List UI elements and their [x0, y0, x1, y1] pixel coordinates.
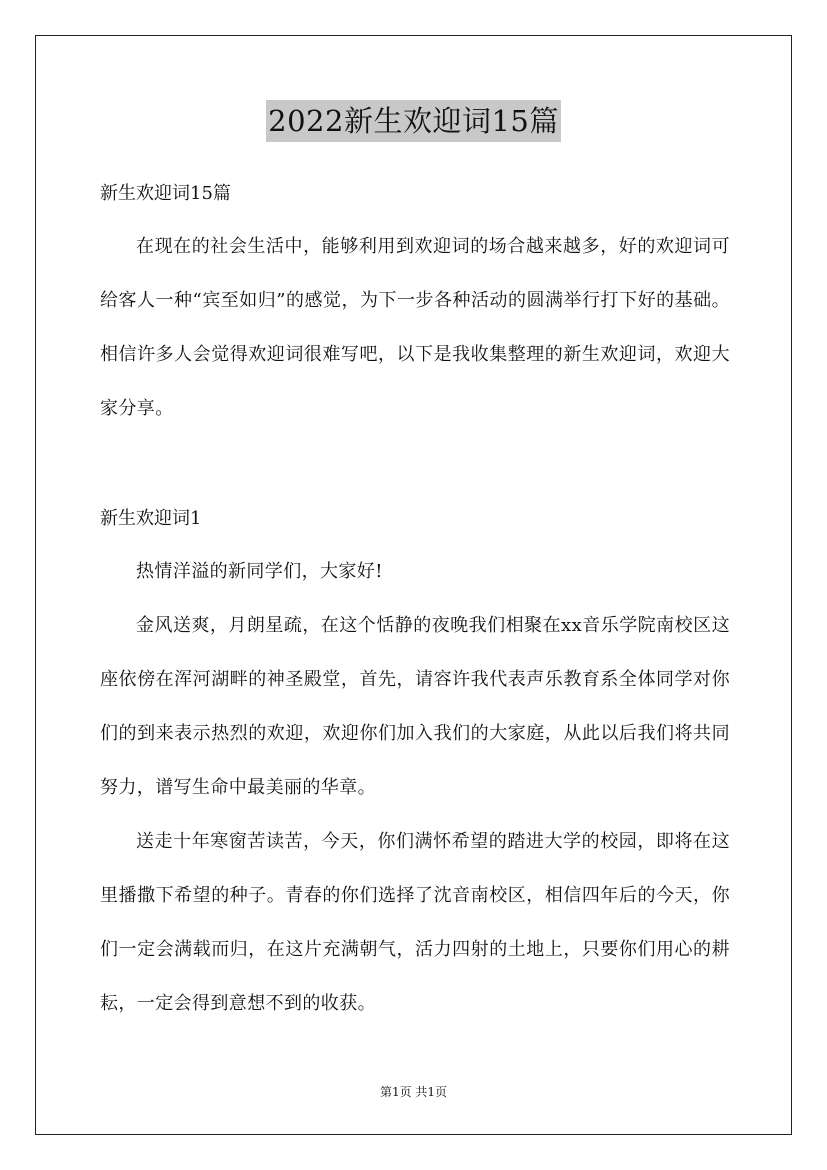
- intro-paragraph: 在现在的社会生活中，能够利用到欢迎词的场合越来越多，好的欢迎词可给客人一种“宾至如归”的感觉，为下一步各种活动的圆满举行打下好的基础。相信许多人会觉得欢迎词很难写吧，以下是我收集整理的新生欢迎词，欢迎大家分享。: [100, 236, 730, 419]
- intro-heading: 新生欢迎词15篇: [100, 183, 231, 204]
- section-heading: 新生欢迎词1: [100, 508, 202, 529]
- body-paragraph-2: 送走十年寒窗苦读苦，今天，你们满怀希望的踏进大学的校园，即将在这里播撒下希望的种子。青春的你们选择了沈音南校区，相信四年后的今天，你们一定会满载而归，在这片充满朝气，活力四射的土地上，只要你们用心的耕耘，一定会得到意想不到的收获。: [100, 831, 730, 1014]
- title-container: [0, 100, 827, 142]
- document-title: 2022新生欢迎词15篇: [266, 100, 561, 142]
- body-paragraph-1: 金风送爽，月朗星疏，在这个恬静的夜晚我们相聚在xx音乐学院南校区这座依傍在浑河湖畔的神圣殿堂，首先，请容许我代表声乐教育系全体同学对你们的到来表示热烈的欢迎，欢迎你们加入我们的大家庭，从此以后我们将共同努力，谱写生命中最美丽的华章。: [100, 615, 730, 798]
- page-footer: 第1页 共1页: [379, 1085, 448, 1099]
- greeting-paragraph: 热情洋溢的新同学们，大家好!: [136, 561, 383, 582]
